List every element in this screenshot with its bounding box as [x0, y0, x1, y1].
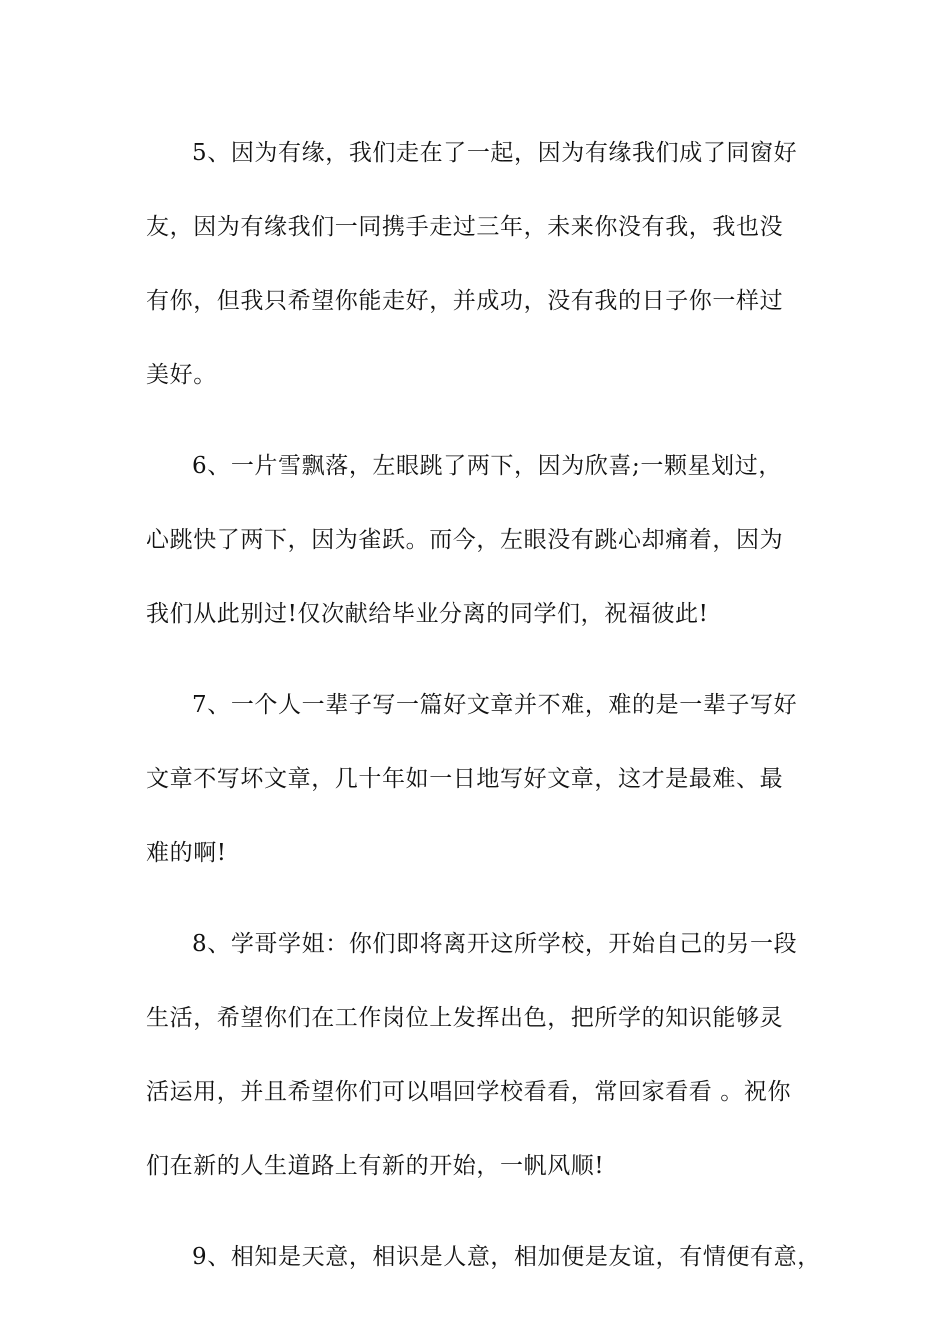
paragraph-line: 活运用，并且希望你们可以唱回学校看看，常回家看看 。祝你: [146, 1079, 792, 1105]
document-body: [146, 123, 836, 1318]
paragraph-7: [146, 675, 836, 897]
paragraph-line: 友，因为有缘我们一同携手走过三年，未来你没有我，我也没: [146, 214, 784, 240]
paragraph-line: 有你，但我只希望你能走好，并成功，没有我的日子你一样过: [146, 288, 784, 314]
paragraph-8: [146, 914, 836, 1210]
paragraph-6: [146, 436, 836, 658]
paragraph-line: 我们从此别过!仅次献给毕业分离的同学们，祝福彼此!: [146, 601, 709, 627]
paragraph-line: 7、一个人一辈子写一篇好文章并不难，难的是一辈子写好: [192, 692, 798, 718]
paragraph-line: 5、因为有缘，我们走在了一起，因为有缘我们成了同窗好: [192, 140, 798, 166]
paragraph-5: [146, 123, 836, 419]
paragraph-line: 9、相知是天意，相识是人意，相加便是友谊，有情便有意，: [192, 1244, 821, 1270]
paragraph-line: 8、学哥学姐：你们即将离开这所学校，开始自己的另一段: [192, 931, 798, 957]
paragraph-line: 美好。: [146, 362, 217, 388]
paragraph-line: 6、一片雪飘落，左眼跳了两下，因为欣喜;一颗星划过，: [192, 453, 782, 479]
paragraph-line: 们在新的人生道路上有新的开始，一帆风顺!: [146, 1153, 605, 1179]
paragraph-line: 生活，希望你们在工作岗位上发挥出色，把所学的知识能够灵: [146, 1005, 784, 1031]
paragraph-9: [146, 1227, 836, 1301]
paragraph-line: 心跳快了两下，因为雀跃。而今，左眼没有跳心却痛着，因为: [146, 527, 784, 553]
paragraph-line: 文章不写坏文章，几十年如一日地写好文章，这才是最难、最: [146, 766, 784, 792]
paragraph-line: 难的啊!: [146, 840, 227, 866]
